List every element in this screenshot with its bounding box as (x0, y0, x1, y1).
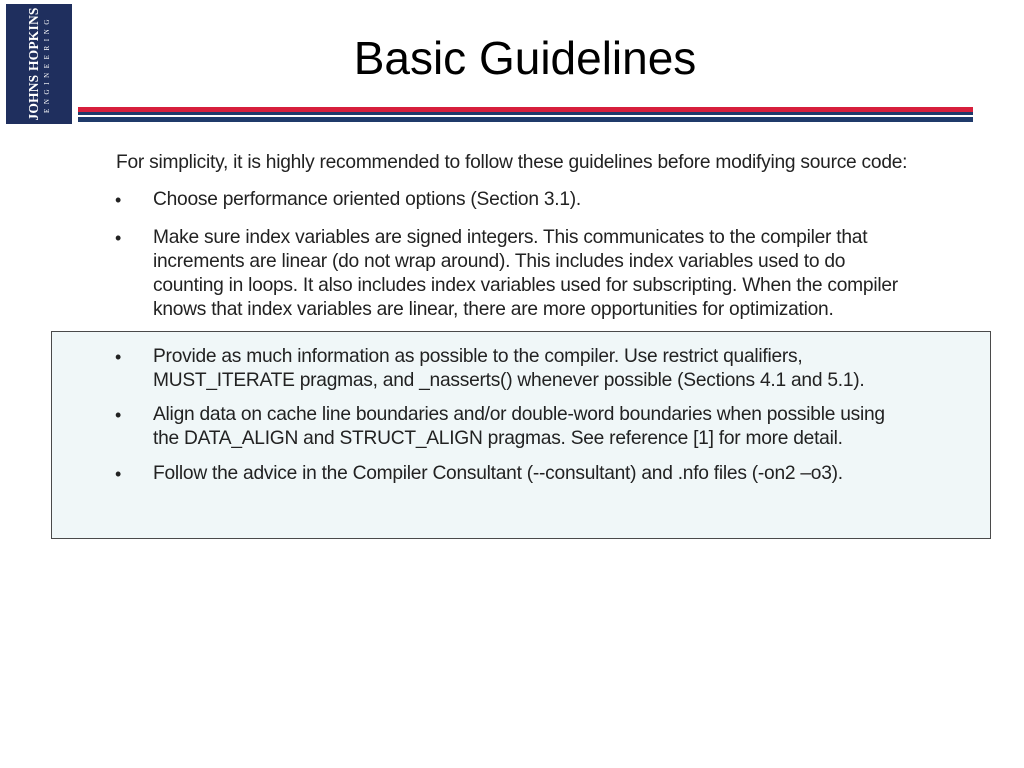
list-item (110, 345, 960, 393)
bullet-icon: • (115, 347, 122, 367)
bullet-icon: • (115, 228, 122, 248)
bullet-text-line: Provide as much information as possible to the compiler. Use restrict qualifiers, (153, 346, 803, 367)
bullet-icon: • (115, 405, 122, 425)
bullet-text-line: Make sure index variables are signed integers. This communicates to the compiler that (153, 227, 868, 248)
logo-subtitle: ENGINEERING (43, 14, 52, 114)
bullet-text-line: the DATA_ALIGN and STRUCT_ALIGN pragmas. See reference [1] for more detail. (153, 428, 843, 449)
bullet-icon: • (115, 190, 122, 210)
page-title: Basic Guidelines (353, 32, 697, 84)
highlighted-guideline-list (110, 345, 960, 486)
bullet-text-line: Choose performance oriented options (Section 3.1). (153, 189, 581, 210)
list-item (110, 403, 960, 451)
bullet-text-line: knows that index variables are linear, there are more opportunities for optimization. (153, 299, 834, 320)
bullet-icon: • (115, 464, 122, 484)
bullet-text-line: increments are linear (do not wrap around). This includes index variables used to do (153, 251, 846, 272)
bullet-text-line: counting in loops. It also includes index variables used for subscripting. When the compiler (153, 275, 898, 296)
list-item (110, 226, 960, 322)
logo-name: JOHNS HOPKINS (25, 7, 41, 121)
guideline-list (110, 188, 960, 332)
list-item (110, 462, 960, 486)
bullet-text-line: Align data on cache line boundaries and/or double-word boundaries when possible using (153, 404, 885, 425)
intro-text: For simplicity, it is highly recommended to follow these guidelines before modifying source code: (116, 152, 908, 173)
bullet-text-line: MUST_ITERATE pragmas, and _nasserts() whenever possible (Sections 4.1 and 5.1). (153, 370, 865, 391)
title-divider-navy (78, 117, 973, 122)
bullet-text-line: Follow the advice in the Compiler Consultant (--consultant) and .nfo files (-on2 –o3). (153, 463, 843, 484)
list-item (110, 188, 960, 212)
